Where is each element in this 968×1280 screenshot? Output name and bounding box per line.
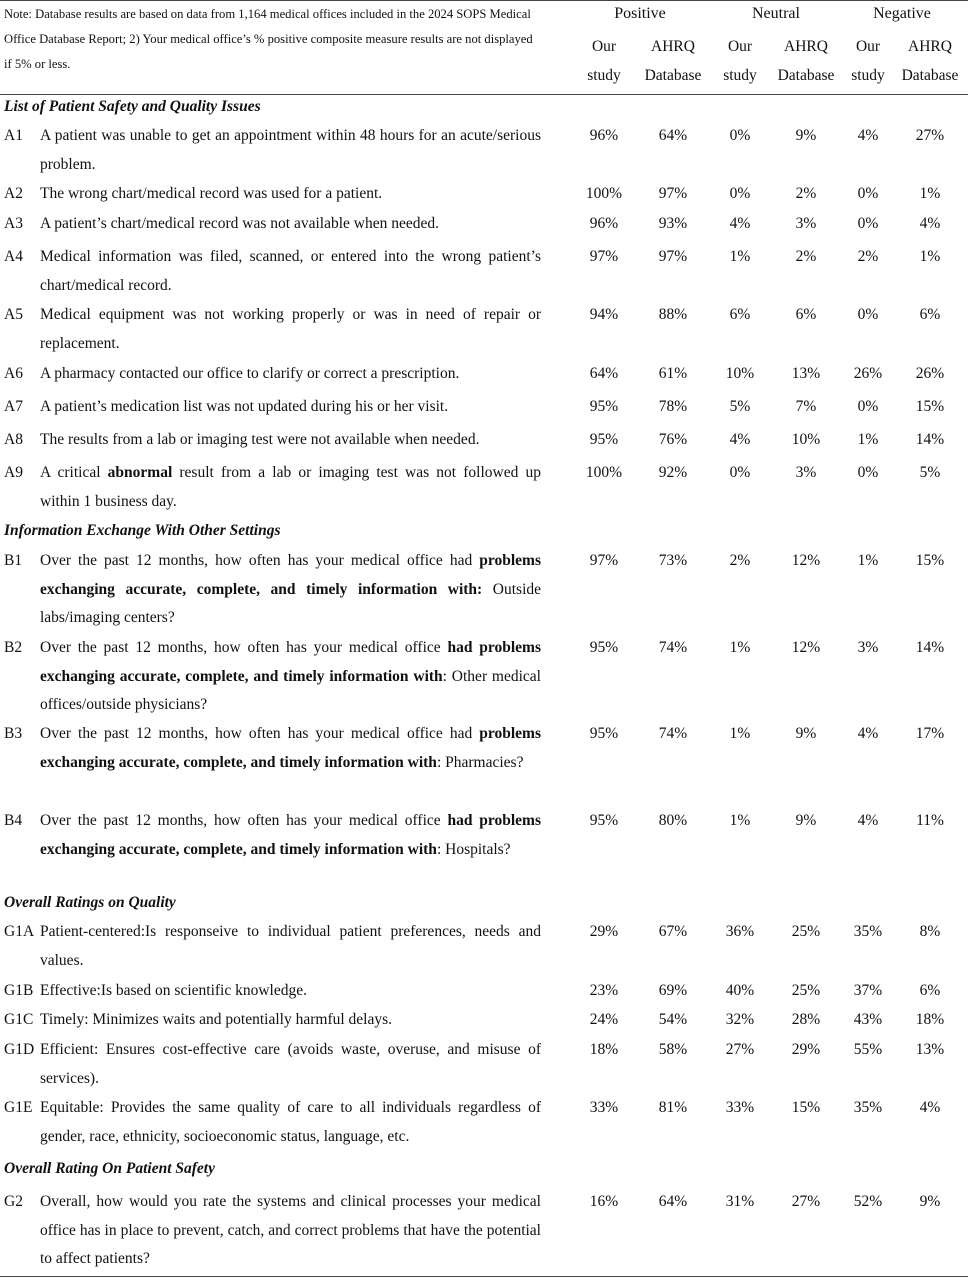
value-negative-ahrq: 4% [919,1099,941,1116]
value-neutral-our: 0% [729,127,751,144]
value-neutral-ahrq: 6% [795,306,817,323]
value-positive-ahrq: 97% [658,185,688,202]
section-title: Overall Ratings on Quality [4,894,176,911]
value-positive-ahrq: 58% [658,1041,688,1058]
value-positive-ahrq: 74% [658,639,688,656]
value-neutral-our: 32% [725,1011,755,1028]
value-neutral-our: 6% [729,306,751,323]
value-positive-our: 95% [589,431,619,448]
value-negative-ahrq: 1% [919,248,941,265]
value-neutral-our: 40% [725,982,755,999]
item-code: A7 [4,398,23,415]
value-positive-our: 96% [589,127,619,144]
value-positive-our: 18% [589,1041,619,1058]
value-neutral-ahrq: 25% [791,923,821,940]
section-title: Information Exchange With Other Settings [4,522,281,539]
item-text: A patient was unable to get an appointment within 48 hours for an acute/serious problem. [40,127,541,173]
value-neutral-ahrq: 2% [795,248,817,265]
value-positive-ahrq: 88% [658,306,688,323]
item-text: A pharmacy contacted our office to clarify or correct a prescription. [40,365,460,382]
group-header-negative: Negative [873,5,931,22]
item-text: A patient’s medication list was not updated during his or her visit. [40,398,449,415]
value-neutral-ahrq: 9% [795,127,817,144]
value-negative-our: 4% [857,812,879,829]
value-neutral-our: 1% [729,725,751,742]
value-negative-our: 43% [853,1011,883,1028]
value-negative-ahrq: 6% [919,982,941,999]
value-positive-our: 24% [589,1011,619,1028]
value-neutral-our: 0% [729,185,751,202]
value-negative-our: 26% [853,365,883,382]
item-text: The results from a lab or imaging test were not available when needed. [40,431,480,448]
item-text: Over the past 12 months, how often has your medical office had problems exchanging accurate, complete, and timely information with: Outside labs/imaging centers? [40,552,541,626]
item-code: B3 [4,725,23,742]
value-negative-our: 4% [857,725,879,742]
value-neutral-our: 2% [729,552,751,569]
item-text: A critical abnormal result from a lab or imaging test was not followed up within 1 business day. [40,464,541,510]
value-negative-ahrq: 5% [919,464,941,481]
group-header-positive: Positive [614,5,666,22]
value-negative-ahrq: 14% [915,431,945,448]
value-neutral-our: 10% [725,365,755,382]
value-positive-our: 64% [589,365,619,382]
value-positive-ahrq: 76% [658,431,688,448]
value-neutral-our: 5% [729,398,751,415]
item-code: G1B [4,982,34,999]
item-code: A6 [4,365,23,382]
value-positive-ahrq: 97% [658,248,688,265]
item-code: G1C [4,1011,34,1028]
item-text: Medical equipment was not working properly or was in need of repair or replacement. [40,306,541,352]
value-negative-ahrq: 15% [915,398,945,415]
value-positive-our: 95% [589,812,619,829]
item-text: Patient-centered:Is responseive to individual patient preferences, needs and values. [40,923,541,969]
item-code: G1E [4,1099,33,1116]
value-neutral-ahrq: 13% [791,365,821,382]
item-text: Over the past 12 months, how often has your medical office had problems exchanging accurate, complete, and timely information with: Hospitals? [40,812,541,858]
value-neutral-our: 31% [725,1193,755,1210]
value-positive-ahrq: 78% [658,398,688,415]
value-positive-our: 95% [589,639,619,656]
value-neutral-our: 36% [725,923,755,940]
value-positive-ahrq: 54% [658,1011,688,1028]
item-code: A4 [4,248,23,265]
value-negative-our: 0% [857,464,879,481]
item-text: Medical information was filed, scanned, or entered into the wrong patient’s chart/medical record. [40,248,541,294]
value-positive-our: 33% [589,1099,619,1116]
value-negative-ahrq: 15% [915,552,945,569]
item-code: G2 [4,1193,23,1210]
col-header-ahrq: AHRQ Database [777,38,835,84]
value-positive-our: 23% [589,982,619,999]
col-header-our-study: Our study [851,38,885,84]
value-neutral-ahrq: 15% [791,1099,821,1116]
item-text: Effective:Is based on scientific knowledge. [40,982,307,999]
value-positive-ahrq: 81% [658,1099,688,1116]
value-negative-ahrq: 1% [919,185,941,202]
item-code: A5 [4,306,23,323]
value-negative-ahrq: 27% [915,127,945,144]
value-positive-our: 94% [589,306,619,323]
value-neutral-our: 4% [729,431,751,448]
group-header-neutral: Neutral [752,5,800,22]
value-positive-our: 97% [589,248,619,265]
value-neutral-ahrq: 12% [791,639,821,656]
value-negative-ahrq: 4% [919,215,941,232]
value-neutral-our: 33% [725,1099,755,1116]
section-title: Overall Rating On Patient Safety [4,1160,215,1177]
item-code: A2 [4,185,23,202]
value-negative-our: 55% [853,1041,883,1058]
value-negative-ahrq: 11% [916,812,944,829]
item-code: G1A [4,923,35,940]
item-text: A patient’s chart/medical record was not available when needed. [40,215,439,232]
item-code: A9 [4,464,23,481]
value-negative-our: 37% [853,982,883,999]
item-text: The wrong chart/medical record was used for a patient. [40,185,383,202]
item-text: Equitable: Provides the same quality of care to all individuals regardless of gender, race, ethnicity, socioeconomic status, language, etc. [40,1099,541,1145]
value-neutral-ahrq: 12% [791,552,821,569]
value-neutral-ahrq: 27% [791,1193,821,1210]
value-neutral-ahrq: 25% [791,982,821,999]
value-neutral-our: 1% [729,639,751,656]
value-positive-ahrq: 69% [658,982,688,999]
value-negative-our: 35% [853,1099,883,1116]
item-text: Over the past 12 months, how often has your medical office had problems exchanging accurate, complete, and timely information with: Other medical offices/outside physicians? [40,639,541,713]
value-neutral-ahrq: 9% [795,725,817,742]
value-negative-our: 1% [857,552,879,569]
item-text: Efficient: Ensures cost-effective care (avoids waste, overuse, and misuse of services). [40,1041,541,1087]
value-negative-ahrq: 18% [915,1011,945,1028]
value-positive-ahrq: 93% [658,215,688,232]
value-positive-our: 16% [589,1193,619,1210]
value-negative-our: 4% [857,127,879,144]
value-negative-ahrq: 26% [915,365,945,382]
value-neutral-our: 0% [729,464,751,481]
item-code: B1 [4,552,23,569]
value-neutral-ahrq: 9% [795,812,817,829]
value-negative-our: 52% [853,1193,883,1210]
value-neutral-ahrq: 3% [795,464,817,481]
value-negative-our: 0% [857,398,879,415]
item-code: B4 [4,812,23,829]
item-text: Over the past 12 months, how often has your medical office had problems exchanging accurate, complete, and timely information with: Pharmacies? [40,725,541,771]
value-neutral-our: 1% [729,248,751,265]
value-neutral-ahrq: 29% [791,1041,821,1058]
value-positive-ahrq: 67% [658,923,688,940]
value-negative-ahrq: 13% [915,1041,945,1058]
value-positive-our: 95% [589,398,619,415]
value-positive-ahrq: 80% [658,812,688,829]
value-negative-ahrq: 17% [915,725,945,742]
value-positive-our: 29% [589,923,619,940]
value-neutral-our: 27% [725,1041,755,1058]
value-neutral-ahrq: 28% [791,1011,821,1028]
value-neutral-ahrq: 3% [795,215,817,232]
value-positive-our: 100% [585,464,623,481]
col-header-our-study: Our study [723,38,757,84]
value-positive-ahrq: 73% [658,552,688,569]
bottom-rule [0,1276,968,1277]
col-header-ahrq: AHRQ Database [901,38,959,84]
item-code: A8 [4,431,23,448]
value-negative-ahrq: 8% [919,923,941,940]
value-negative-our: 0% [857,185,879,202]
table-note: Note: Database results are based on data from 1,164 medical offices included in the 2024 SOPS Medical Office Database Report; 2) Your medical office’s % positive composite measure results are not displayed if 5% or less. [4,7,533,71]
col-header-ahrq: AHRQ Database [644,38,702,84]
value-negative-ahrq: 9% [919,1193,941,1210]
value-negative-our: 3% [857,639,879,656]
value-negative-our: 2% [857,248,879,265]
value-positive-ahrq: 92% [658,464,688,481]
value-neutral-ahrq: 10% [791,431,821,448]
item-code: A1 [4,127,23,144]
value-positive-ahrq: 74% [658,725,688,742]
value-negative-our: 35% [853,923,883,940]
value-positive-our: 96% [589,215,619,232]
item-text: Overall, how would you rate the systems and clinical processes your medical office has in place to prevent, catch, and correct problems that have the potential to affect patients? [40,1193,541,1267]
value-positive-ahrq: 64% [658,127,688,144]
item-code: B2 [4,639,23,656]
value-negative-our: 0% [857,306,879,323]
value-neutral-our: 4% [729,215,751,232]
value-positive-our: 100% [585,185,623,202]
value-positive-our: 97% [589,552,619,569]
value-negative-our: 1% [857,431,879,448]
col-header-our-study: Our study [587,38,621,84]
value-positive-our: 95% [589,725,619,742]
value-negative-ahrq: 14% [915,639,945,656]
value-neutral-ahrq: 2% [795,185,817,202]
value-neutral-ahrq: 7% [795,398,817,415]
item-text: Timely: Minimizes waits and potentially harmful delays. [40,1011,393,1028]
item-code: G1D [4,1041,35,1058]
value-neutral-our: 1% [729,812,751,829]
value-negative-our: 0% [857,215,879,232]
section-title: List of Patient Safety and Quality Issues [4,98,261,115]
item-code: A3 [4,215,23,232]
value-negative-ahrq: 6% [919,306,941,323]
value-positive-ahrq: 64% [658,1193,688,1210]
value-positive-ahrq: 61% [658,365,688,382]
